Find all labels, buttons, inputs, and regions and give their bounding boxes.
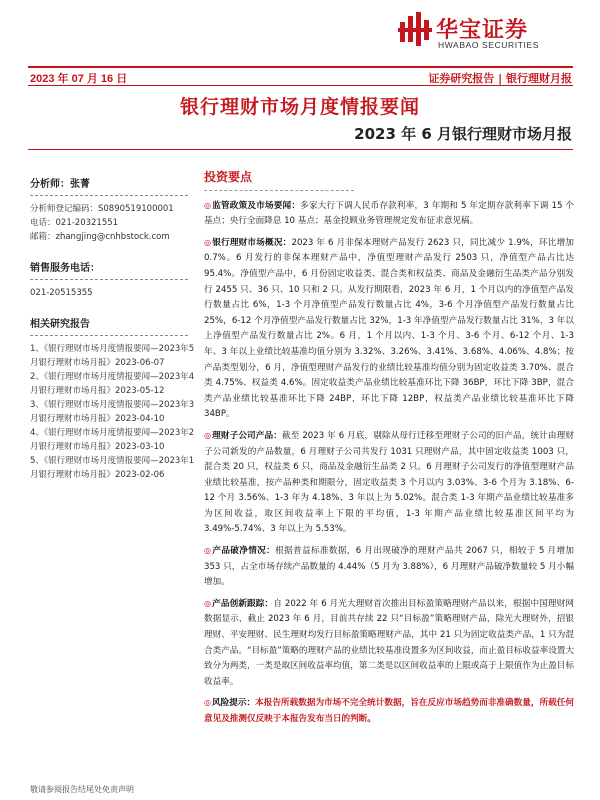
bullet-icon: ◎ [204,237,212,247]
brand-mark-icon [398,12,434,46]
bullet-icon: ◎ [204,546,212,556]
divider [30,335,188,336]
paragraph-text: 2023 年 6 月非保本理财产品发行 2623 只，同比减少 1.9%，环比增加 0.7%。6 月发行的非保本理财产品中，净值型理财产品发行 2503 只，净值型产品占比达 95.4%。净值型产品中，6 月份固定收益类、混合类和权益类、商品及金融衍生品类产品分别发行 2455 只、36 只、10 只和 2 只。从发行期限看，2023 年 6 月，1 个月以内的净值型产品发行数量占比 6%，1-3 个月净值型产品发行数量占比 4%，3-6 个月净值型产品发行数量占比 25%，6-12 个月净值型产品发行数量占比 32%，1-3 年净值型产品发行数量占比 31%，3 年以上净值型产品发行数量占比 2%。6 月，1 个月以内、1-3 个月、3-6 个月、6-12 个月、1-3 年、3 年以上业绩比较基准均值分别为 3.32%、3.26%、3.41%、3.68%、4.06%、4.8%；按产品类型划分，6 月，净值型理财产品发行的业绩比较基准均值分别为固定收益类 3.70%、混合类 4.75%、权益类 4.6%。固定收益类产品业绩比较基准环比下降 36BP，环比下降 3BP，混合类产品业绩比较基准环比下降 24BP，环比下降 12BP，权益类产品业绩比较基准环比下降 34BP。 [204,237,574,420]
brand-logo [398,10,588,54]
paragraph-head: 银行理财市场概况： [212,237,292,248]
paragraph-text: 根据普益标准数据，6 月出现破净的理财产品共 2067 只，相较于 5 月增加 353 只，占全市场存续产品数量的 4.44%（5 月为 3.88%），6 月理财产品破净数量较 5 月小幅增加。 [204,546,574,588]
related-label: 相关研究报告 [30,319,90,330]
analyst-code: 分析师登记编码：S0890519100001 [30,204,174,214]
analyst-phone: 电话：021-20321551 [30,218,119,228]
brand-name-cn: 华宝证券 [436,18,529,43]
analyst-email[interactable]: 邮箱：zhangjing@cnhbstock.com [30,232,170,242]
section-rule [204,190,354,191]
paragraph-head: 理财子公司产品： [212,430,282,441]
disclaimer-footer: 敬请参阅报告结尾处免责声明 [30,785,134,794]
page-title: 银行理财市场月度情报要闻 [179,96,420,118]
title-rule [28,149,573,150]
bullet-icon: ◎ [204,698,212,708]
paragraph-text: 截至 2023 年 6 月底，剔除从母行迁移至理财子公司的旧产品，统计由理财子公司新发的产品数量，6 月理财子公司共发行 1031 只理财产品，其中固定收益类 1003 只，混合类 20 只，权益类 6 只，商品及金融衍生品类 2 只。6 月理财子公司发行的净值型理财产品业绩比较基准，按产品种类和期限分，固定收益类 3 个月以内 3.03%、3-6 个月为 3.18%、6-12 个月 3.56%、1-3 年为 4.18%、3 年以上为 5.02%。混合类 1-3 年期产品业绩比较基准多为区间收益，取区间收益率上下限的平均值，1-3 年期产品业绩比较基准区间平均为 3.49%-5.74%、3 年以上为 5.53%。 [204,430,574,535]
header-underline [28,85,573,86]
header-rule [28,66,573,68]
paragraph-below-par [204,543,574,591]
paragraph-head: 监管政策及市场要闻： [212,200,301,211]
report-date: 2023 年 07 月 16 日 [30,73,128,85]
paragraph-head: 产品破净情况： [212,546,276,557]
paragraph-risk [204,695,574,727]
report-type: 证券研究报告 | 银行理财月报 [428,72,572,85]
risk-text: 本报告所载数据为市场不完全统计数据，旨在反应市场趋势而非准确数量，所载任何意见及推测仅反映于本报告发布当日的判断。 [204,698,574,724]
analyst-label: 分析师：张菁 [30,179,90,190]
bullet-icon: ◎ [204,200,212,210]
bullet-icon: ◎ [204,430,212,440]
paragraph-subsidiary [204,428,574,538]
page-subtitle: 2023 年 6 月银行理财市场月报 [354,125,572,143]
bullet-icon: ◎ [204,598,212,608]
paragraph-head: 产品创新跟踪： [212,598,274,609]
divider [30,195,188,196]
related-report-item[interactable]: 2、《银行理财市场月度情报要闻—2023年4月银行理财市场月报》2023-05-12 [30,372,195,396]
sales-label: 销售服务电话： [30,263,100,274]
brand-name-en: HWABAO SECURITIES [438,40,540,50]
risk-head: 风险提示： [212,698,256,709]
sales-phone: 021-20515355 [30,288,93,298]
paragraph-text: 多家大行下调人民币存款利率，3 年期和 5 年定期存款利率下调 15 个基点；央行全面降息 10 基点；基金投顾业务管理规定发布征求意见稿。 [204,200,574,227]
paragraph-market [204,235,574,423]
sidebar [30,178,198,482]
related-report-item[interactable]: 1、《银行理财市场月度情报要闻—2023年5月银行理财市场月报》2023-06-07 [30,344,195,368]
related-report-item[interactable]: 4、《银行理财市场月度情报要闻—2023年2月银行理财市场月报》2023-03-10 [30,428,195,452]
paragraph-policy [204,198,574,230]
paragraph-innovation [204,596,574,691]
paragraph-text: 自 2022 年 6 月光大理财首次推出目标盈策略理财产品以来，根据中国理财网数据显示，截止 2023 年 6 月，目前共存续 22 只“目标盈”策略理财产品，除光大理财外，招银理财、平安理财、民生理财均发行目标盈策略理财产品，其中 21 只为固定收益类产品，1 只为混合类产品。“目标盈”策略的理财产品的业绩比较基准设置多为区间收益，而止盈目标收益率设置大致分为两类，一类是取区间收益率均值，第二类是以区间收益率的上限或高于上限值作为止盈目标收益率。 [204,598,574,687]
main-content [204,170,574,733]
divider [30,279,188,280]
related-report-item[interactable]: 5、《银行理财市场月度情报要闻—2023年1月银行理财市场月报》2023-02-06 [30,456,195,480]
section-title: 投资要点 [204,170,253,184]
related-report-item[interactable]: 3、《银行理财市场月度情报要闻—2023年3月银行理财市场月报》2023-04-10 [30,400,195,424]
